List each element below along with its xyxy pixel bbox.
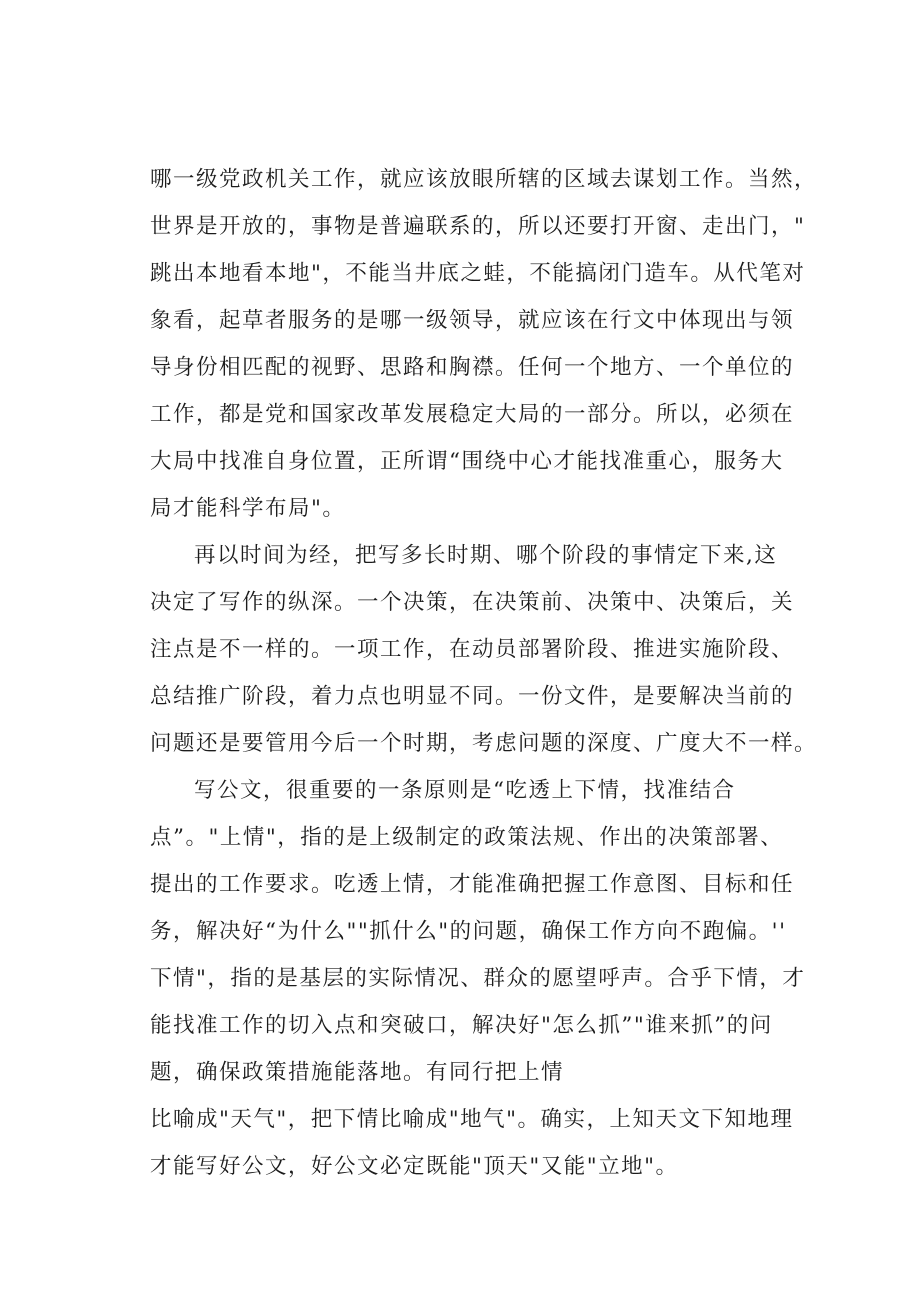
text-line: 才能写好公文，好公文必定既能"顶天"又能"立地"。: [150, 1154, 679, 1179]
text-line: 题，确保政策措施能落地。有同行把上情: [150, 1060, 565, 1085]
text-line: 跳出本地看本地"，不能当井底之蛙，不能搞闭门造车。从代笔对: [150, 261, 806, 286]
text-line: 下情"，指的是基层的实际情况、群众的愿望呼声。合乎下情，才: [150, 966, 806, 991]
text-line: 点”。"上情"，指的是上级制定的政策法规、作出的决策部署、: [150, 825, 784, 850]
text-line: 提出的工作要求。吃透上情，才能准确把握工作意图、目标和任: [150, 872, 795, 897]
body-text: [150, 156, 818, 1190]
text-line: 务，解决好“为什么""抓什么"的问题，确保工作方向不跑偏。'': [150, 919, 787, 944]
text-line: 能找准工作的切入点和突破口，解决好"怎么抓”"谁来抓”的问: [150, 1013, 773, 1038]
text-line: 象看，起草者服务的是哪一级领导，就应该在行文中体现出与领: [150, 308, 795, 333]
text-line: 注点是不一样的。一项工作，在动员部署阶段、推进实施阶段、: [150, 637, 795, 662]
text-line: 工作，都是党和国家改革发展稳定大局的一部分。所以，必须在: [150, 402, 795, 427]
text-line: 导身份相匹配的视野、思路和胸襟。任何一个地方、一个单位的: [150, 355, 795, 380]
text-line: 决定了写作的纵深。一个决策，在决策前、决策中、决策后，关: [150, 590, 795, 615]
text-line: 比喻成"天气"，把下情比喻成"地气"。确实，上知天文下知地理: [150, 1107, 794, 1132]
text-line: 大局中找准自身位置，正所谓“围绕中心才能找准重心，服务大: [150, 449, 784, 474]
text-line: 总结推广阶段，着力点也明显不同。一份文件，是要解决当前的: [150, 684, 795, 709]
paragraph-start-line: 写公文，很重要的一条原则是“吃透上下情，找准结合: [194, 778, 736, 803]
text-line: 问题还是要管用今后一个时期，考虑问题的深度、广度大不一样。: [150, 731, 818, 756]
text-line: 局才能科学布局"。: [150, 496, 346, 521]
text-line: 哪一级党政机关工作，就应该放眼所辖的区域去谋划工作。当然，: [150, 167, 818, 192]
paragraph-start-line: 再以时间为经，把写多长时期、哪个阶段的事情定下来,这: [194, 543, 778, 568]
text-line: 世界是开放的，事物是普遍联系的，所以还要打开窗、走出门，": [150, 214, 806, 239]
